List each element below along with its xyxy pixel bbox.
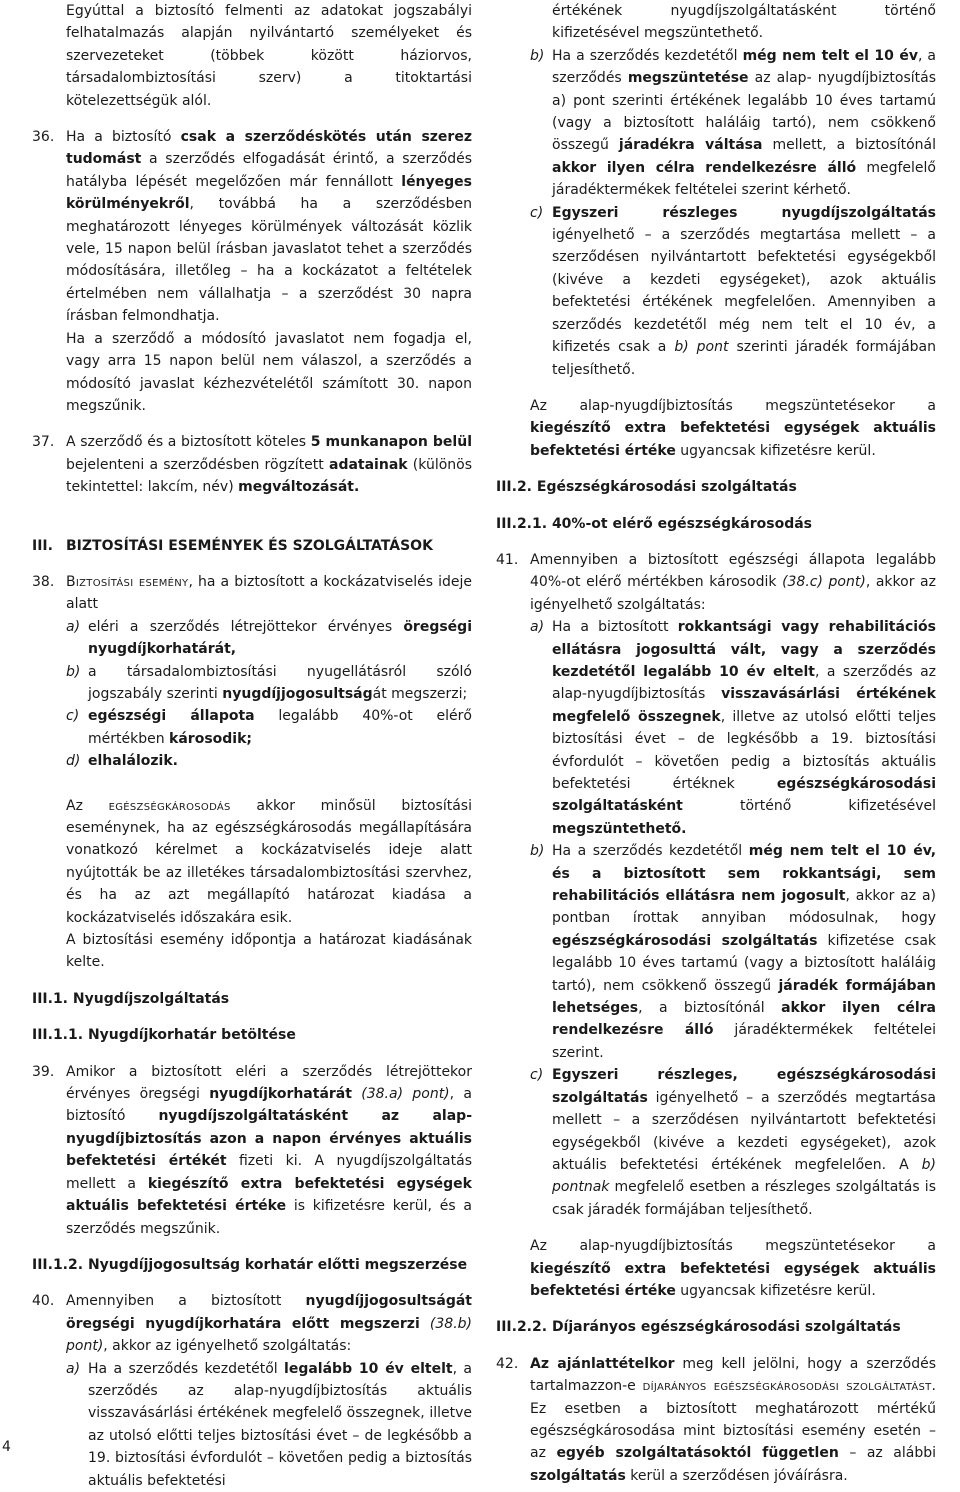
clause-37: 37. A szerződő és a biztosított köteles 5 munkanapon belül bejelenteni a szerződésben rögzített adatainak (különös tekintettel: lakcím, név) megváltozását. — [32, 431, 472, 498]
clause-number: 42. — [496, 1355, 519, 1372]
extra-units-note: Az alap-nyugdíjbiztosítás megszüntetésekor a kiegészítő extra befektetési egységek aktuális befektetési értéke ugyancsak kifizetésre kerül. — [530, 397, 936, 459]
right-column — [496, 0, 936, 1487]
list-item: a) Ha a szerződés kezdetétől legalább 10 év eltelt, a szerződés az alap-nyugdíjbiztosítás aktuális visszavásárlási értékének megfelelő összegnek, illetve az utolsó előtti teljes biztosítási évet – de legkésőbb a 19. biztosítási évfordulót – követően pedig a biztosítás aktuális befektetési — [66, 1360, 473, 1489]
intro-paragraph — [32, 0, 472, 112]
list-item: b) Ha a szerződés kezdetétől még nem telt el 10 év, és a biztosított sem rokkantsági, sem rehabilitációs ellátásra nem jogosult, akkor az a) pontban írottak annyiban módosulnak, hogy egészségkárosodási szolgáltatás kifizetése csak legalább 10 éves tartamú (vagy a biztosított haláláig tartó), nem csökkenő összegű járadék formájában lehetséges, a biztosítónál akkor ilyen célra rendelkezésre álló járadéktermékek feltételei szerint. — [530, 843, 937, 1061]
clause-41: 41. Amennyiben a biztosított egészségi állapota legalább 40%-ot elérő mértékben károsodik (38.c) pont), akkor az igényelhető szolgáltatás: a) Ha a biztosított rokkantsági vagy rehabilitációs ellátásra jogosulttá vált, vagy a szerződés kezdetétől legalább 10 év eltelt, a szerződés az alap-nyugdíjbiztosítás visszavásárlási értékének megfelelő összegnek, illetve az utolsó előtti teljes biztosítási évet – de legkésőbb a 19. biztosítási évfordulót – követően pedig a biztosítás aktuális befektetési értéknek egészségkárosodási szolgáltatásként történő kifizetésével megszüntethető. b) Ha a szerződés kezdetétől még nem telt el 10 év, és a biztosított sem rokkantsági, sem rehabilitációs ellátásra nem jogosult, akkor az a) pontban írottak annyiban módosulnak, hogy egészségkárosodási szolgáltatás kifizetése csak legalább 10 éves tartamú (vagy a biztosított haláláig tartó), nem csökkenő összegű járadék formájában lehetséges, a biztosítónál akkor ilyen célra rendelkezésre álló járadéktermékek feltételei szerint. c) Egyszeri részleges, egészségkárosodási szolgáltatás igényelhető – a szerződés megtartása mellett – a szerződésen nyilvántartott befektetési egységekből (kivéve a kezdeti egységeket), azok aktuális befektetési értékének megfelelően. A b) pontnak megfelelő esetben a részleges szolgáltatás is csak járadék formájában teljesíthető. — [496, 549, 936, 1221]
clause-number: 37. — [32, 434, 55, 451]
subsection-heading: III.1. Nyugdíjszolgáltatás — [32, 990, 230, 1007]
extra-units-note: Az alap-nyugdíjbiztosítás megszüntetésekor a kiegészítő extra befektetési egységek aktuális befektetési értéke ugyancsak kifizetésre kerül. — [530, 1238, 936, 1299]
clause-42: 42. Az ajánlattételkor meg kell jelölni, hogy a szerződés tartalmazzon-e díjarányos egészségkárosodási szolgáltatást. Ez esetben a biztosított meghatározott mértékű egészségkárosodása mint biztosítási esemény esetén – az egyéb szolgáltatásoktól független – az alábbi szolgáltatás kerül a szerződésen jóváírásra. — [496, 1353, 936, 1487]
list-item: a) Ha a biztosított rokkantsági vagy rehabilitációs ellátásra jogosulttá vált, vagy a szerződés kezdetétől legalább 10 év eltelt, a szerződés az alap-nyugdíjbiztosítás visszavásárlási értékének megfelelő összegnek, illetve az utolsó előtti teljes biztosítási évet – de legkésőbb a 19. biztosítási évfordulót – követően pedig a biztosítás aktuális befektetési értéknek egészségkárosodási szolgáltatásként történő kifizetésével megszüntethető. — [530, 619, 937, 837]
subsection-heading: III.1.2. Nyugdíjjogosultság korhatár előtti megszerzése — [32, 1256, 468, 1273]
section-heading-3: III. BIZTOSÍTÁSI ESEMÉNYEK ÉS SZOLGÁLTATÁSOK — [32, 535, 472, 557]
subsection-heading: III.2.1. 40%-ot elérő egészségkárosodás — [496, 515, 813, 532]
subsection-heading: III.1.1. Nyugdíjkorhatár betöltése — [32, 1027, 296, 1044]
clause-number: 39. — [32, 1063, 55, 1080]
clause-number: 41. — [496, 551, 519, 568]
health-damage-paragraph: Az egészségkárosodás akkor minősül biztosítási eseménynek, ha az egészségkárosodás megállapítására vonatkozó kérelmet a kockázatviselés ideje alatt nyújtották be az illetékes társadalombiztosítási szervhez, és ha az azt megállapító határozat kiadása a kockázatviselés időszakára esik. A biztosítási esemény időpontja a határozat kiadásának kelte. — [66, 797, 472, 971]
list-item: c) egészségi állapota legalább 40%-ot elérő mértékben károsodik; — [66, 708, 472, 747]
intro-text: Egyúttal a biztosító felmenti az adatokat jogszabályi felhatalmazás alapján nyilvántartó személyeket és szervezeteket (többek között háziorvos, társadalombiztosítási szerv) a titoktartási kötelezettségük alól. — [66, 3, 472, 109]
list-item: c) Egyszeri részleges, egészségkárosodási szolgáltatás igényelhető – a szerződés megtartása mellett – a szerződésen nyilvántartott befektetési egységekből (kivéve a kezdeti egységeket), azok aktuális befektetési értékének megfelelően. A b) pontnak megfelelő esetben a részleges szolgáltatás is csak járadék formájában teljesíthető. — [530, 1067, 936, 1218]
clause-38: 38. Biztosítási esemény, ha a biztosított a kockázatviselés ideje alatt a) eléri a szerződés létrejöttekor érvényes öregségi nyugdíjkorhatárát, b) a társadalombiztosítási nyugellátásról szóló jogszabály szerinti nyugdíjjogosultságát megszerzi; c) egészségi állapota legalább 40%-ot elérő mértékben károsodik; d) elhalálozik. — [32, 571, 472, 773]
clause-40: 40. Amennyiben a biztosított nyugdíjjogosultságát öregségi nyugdíjkorhatára előtt megszerzi (38.b) pont), akkor az igényelhető szolgáltatás: a) Ha a szerződés kezdetétől legalább 10 év eltelt, a szerződés az alap-nyugdíjbiztosítás aktuális visszavásárlási értékének megfelelő összegnek, illetve az utolsó előtti teljes biztosítási évet – de legkésőbb a 19. biztosítási évfordulót – követően pedig a biztosítás aktuális befektetési — [32, 1290, 472, 1492]
list-item: b) Ha a szerződés kezdetétől még nem telt el 10 év, a szerződés megszüntetése az alap- nyugdíjbiztosítás a) pont szerinti értékének legalább 10 éves tartamú (vagy a biztosított haláláig tartó), nem csökkenő összegű járadékra váltása mellett, a biztosítónál akkor ilyen célra rendelkezésre álló megfelelő járadéktermékek feltételei szerint kérhető. — [530, 47, 937, 199]
list-item: b) a társadalombiztosítási nyugellátásról szóló jogszabály szerinti nyugdíjjogosultságát megszerzi; — [66, 663, 472, 702]
section-title: BIZTOSÍTÁSI ESEMÉNYEK ÉS SZOLGÁLTATÁSOK — [66, 537, 433, 554]
page-number: 4 — [2, 1439, 11, 1455]
list-item: d) elhalálozik. — [66, 753, 178, 770]
clause-number: 38. — [32, 573, 55, 590]
clause-40a-continued: értékének nyugdíjszolgáltatásként történő kifizetésével megszüntethető. — [552, 3, 936, 42]
subsection-heading: III.2.2. Díjarányos egészségkárosodási szolgáltatás — [496, 1319, 901, 1336]
list-item: c) Egyszeri részleges nyugdíjszolgáltatás igényelhető – a szerződés megtartása mellett – a szerződésen nyilvántartott befektetési egységekből (kivéve a kezdeti egységeket), azok aktuális befektetési értékének megfelelően. Amennyiben a szerződés kezdetétől még nem telt el 10 év, a kifizetés csak a b) pont szerinti járadék formájában teljesíthető. — [530, 204, 936, 378]
subsection-heading: III.2. Egészségkárosodási szolgáltatás — [496, 479, 797, 496]
clause-39: 39. Amikor a biztosított eléri a szerződés létrejöttekor érvényes öregségi nyugdíjkorhatárát (38.a) pont), a biztosító nyugdíjszolgáltatásként az alap-nyugdíjbiztosítás azon a napon érvényes aktuális befektetési értékét fizeti ki. A nyugdíjszolgáltatás mellett a kiegészítő extra befektetési egységek aktuális befektetési értéke is kifizetésre kerül, és a szerződés megszűnik. — [32, 1061, 472, 1240]
list-item: a) eléri a szerződés létrejöttekor érvényes öregségi nyugdíjkorhatárát, — [66, 618, 472, 658]
clause-number: 36. — [32, 129, 55, 146]
clause-number: 40. — [32, 1293, 55, 1310]
left-column — [32, 0, 472, 1492]
clause-36: 36. Ha a biztosító csak a szerződéskötés után szerez tudomást a szerződés elfogadását érintő, a szerződés hatályba lépését megelőzően már fennállott lényeges körülményekről, továbbá ha a szerződésben meghatározott lényeges körülmények változását közlik vele, 15 napon belül írásban javaslatot tehet a szerződés módosítására, illetőleg – ha a kockázatot a feltételek értelmében nem vállalhatja – a szerződést 30 napra írásban felmondhatja. Ha a szerződő a módosító javaslatot nem fogadja el, vagy arra 15 napon belül nem válaszol, a szerződés a módosító javaslat kézhezvételétől számított 30. napon megszűnik. — [32, 126, 472, 417]
